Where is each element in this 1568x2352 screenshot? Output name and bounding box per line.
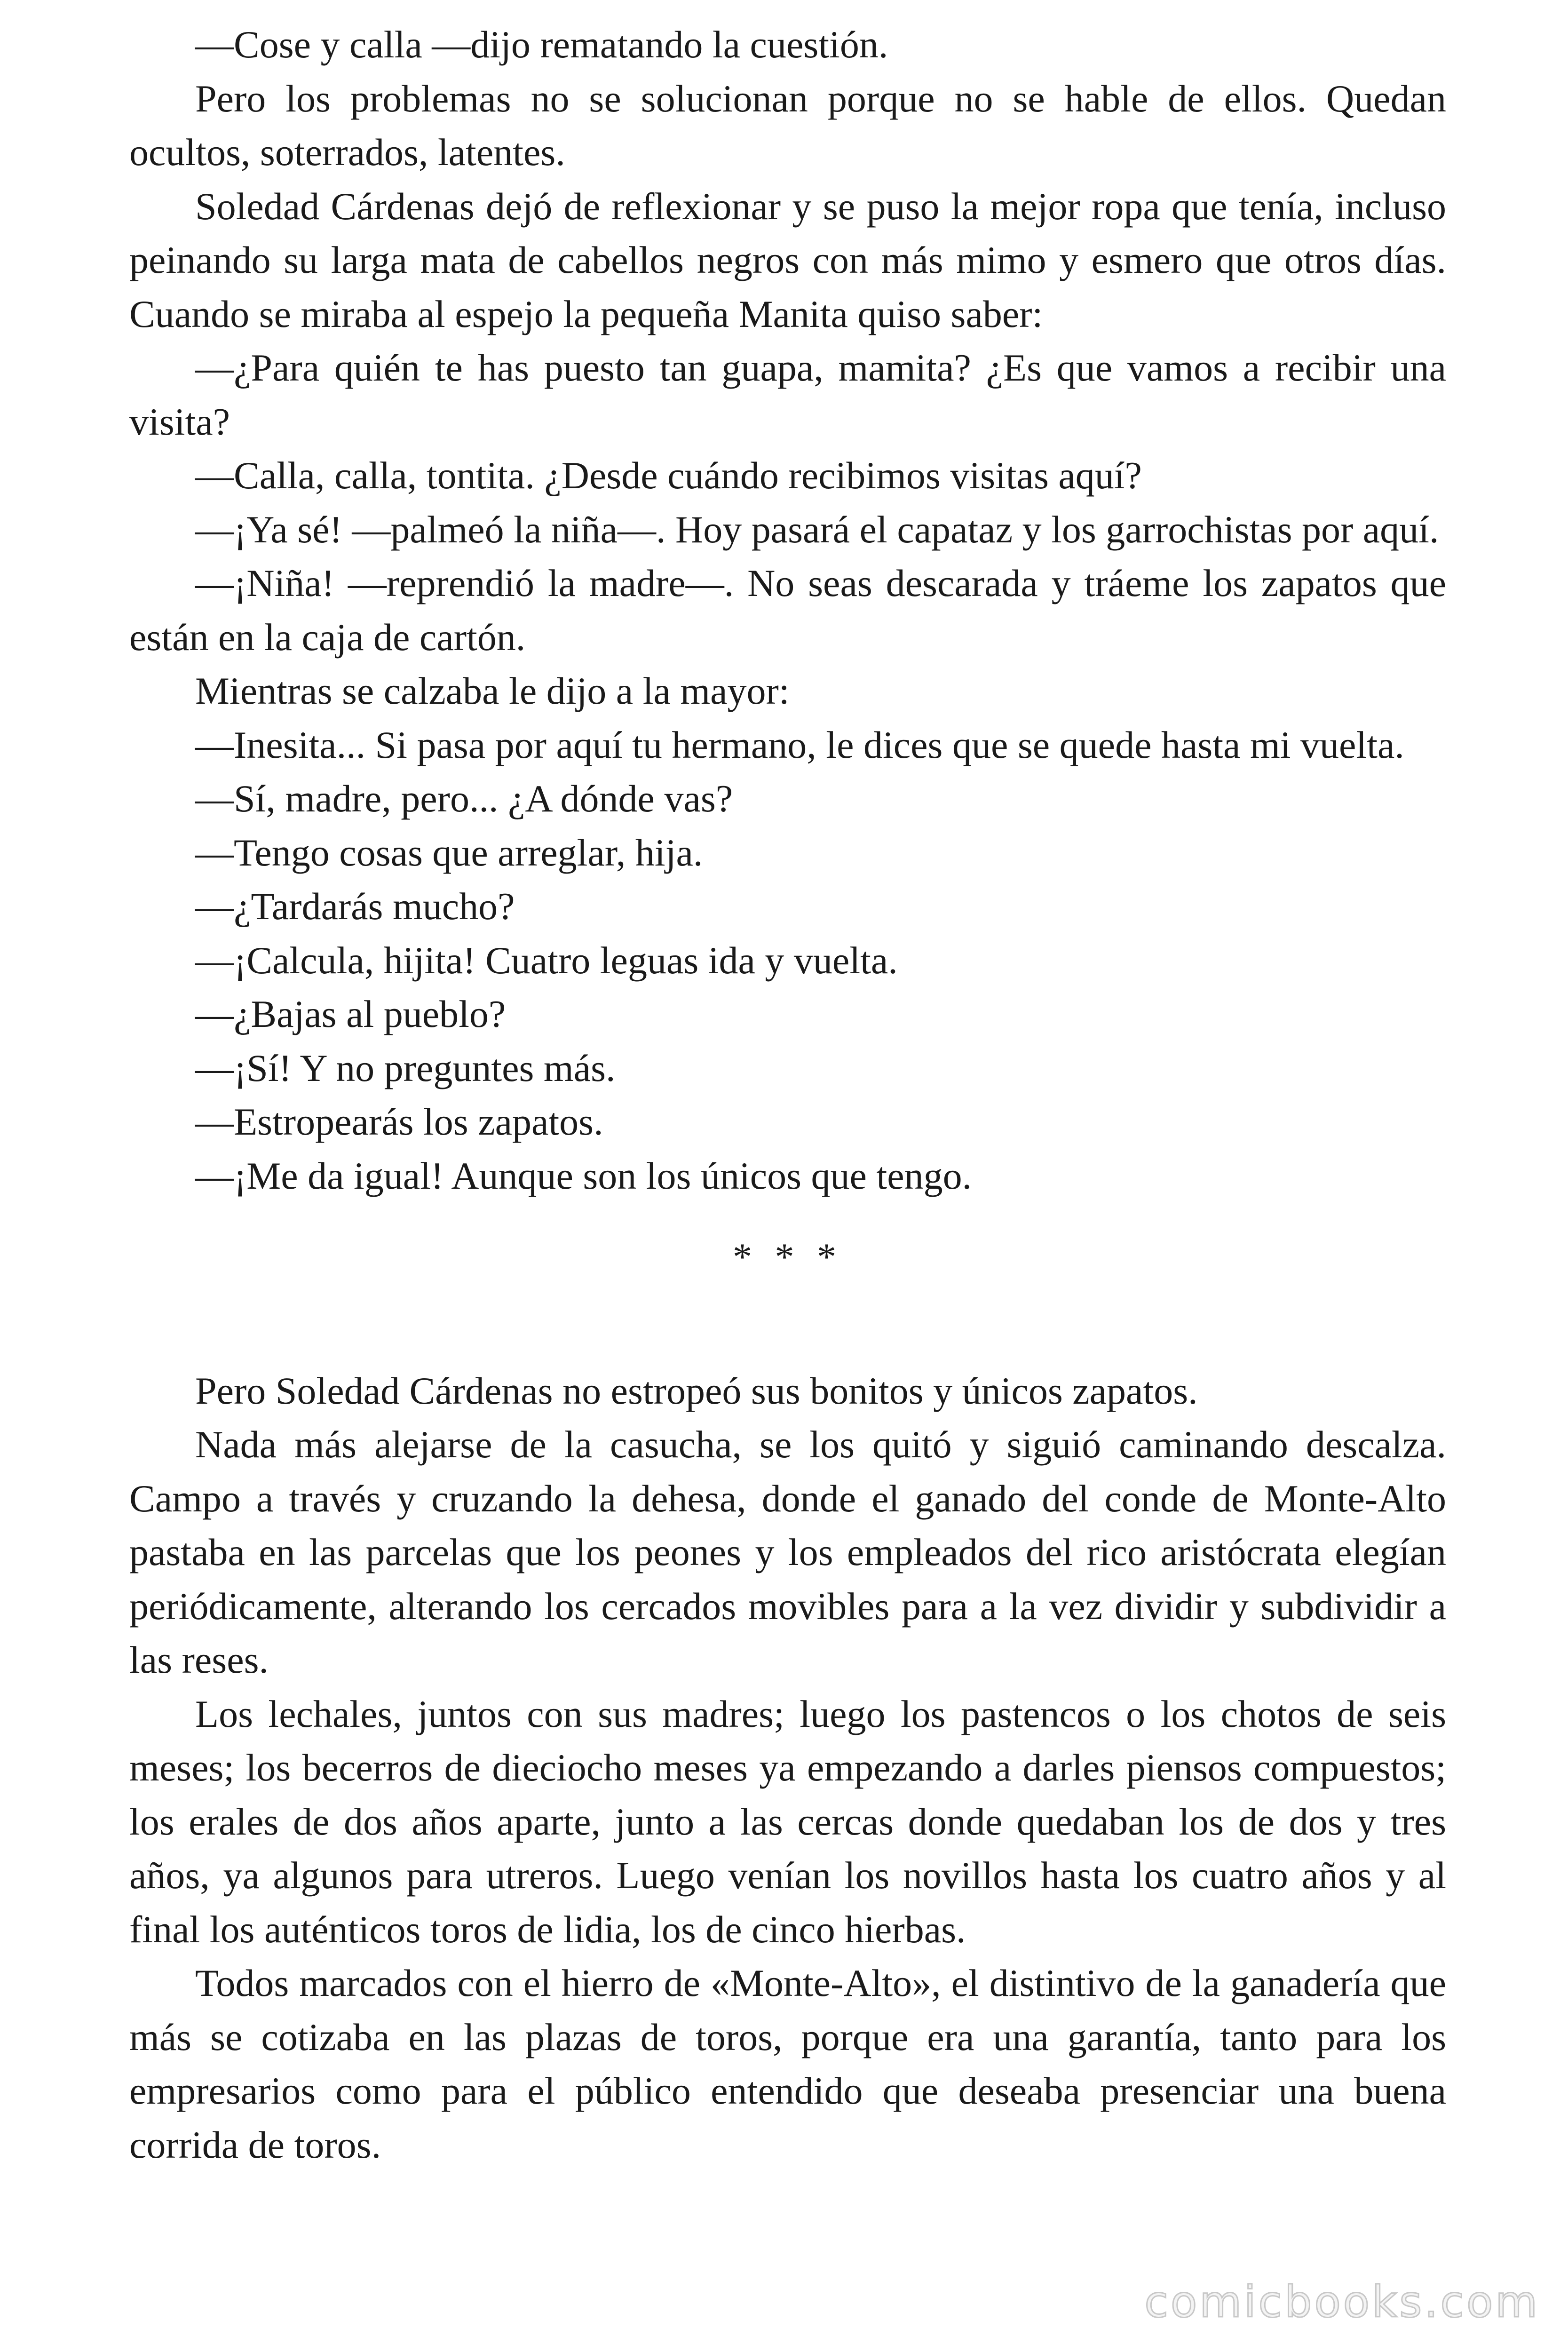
text-block-before-break (129, 18, 1446, 1203)
paragraph: —¿Tardarás mucho? (195, 885, 515, 928)
paragraph: —¡Niña! —reprendió la madre—. No seas descarada y tráeme los zapatos que están en la caja de cartón. (129, 562, 1446, 659)
paragraph: —Tengo cosas que arreglar, hija. (195, 831, 703, 874)
paragraph: Pero Soledad Cárdenas no estropeó sus bonitos y únicos zapatos. (195, 1369, 1198, 1412)
paragraph: —Estropearás los zapatos. (195, 1100, 603, 1143)
paragraph: —¿Para quién te has puesto tan guapa, mamita? ¿Es que vamos a recibir una visita? (129, 346, 1446, 443)
text-block-after-break (129, 1364, 1446, 2172)
book-page (129, 18, 1446, 2172)
watermark-text: comicbooks.com (1144, 2277, 1540, 2327)
paragraph: Los lechales, juntos con sus madres; luego los pastencos o los chotos de seis meses; los becerros de dieciocho meses ya empezando a darles piensos compuestos; los erales de dos años aparte, junto a las cercas donde quedaban los de dos y tres años, ya algunos para utreros. Luego venían los novillos hasta los cuatro años y al final los auténticos toros de lidia, los de cinco hierbas. (129, 1692, 1446, 1951)
paragraph: —¡Calcula, hijita! Cuatro leguas ida y vuelta. (195, 938, 898, 982)
paragraph: —¿Bajas al pueblo? (195, 993, 506, 1035)
scene-break: * * * (733, 1235, 843, 1278)
paragraph: —¡Me da igual! Aunque son los únicos que tengo. (195, 1154, 972, 1197)
paragraph: —Cose y calla —dijo rematando la cuestión. (195, 23, 888, 66)
paragraph: Soledad Cárdenas dejó de reflexionar y se puso la mejor ropa que tenía, incluso peinando su larga mata de cabellos negros con más mimo y esmero que otros días. Cuando se miraba al espejo la pequeña Manita quiso saber: (129, 184, 1446, 335)
paragraph: —Inesita... Si pasa por aquí tu hermano, le dices que se quede hasta mi vuelta. (195, 723, 1404, 766)
paragraph: —¡Ya sé! —palmeó la niña—. Hoy pasará el capataz y los garrochistas por aquí. (195, 508, 1439, 551)
paragraph: —Calla, calla, tontita. ¿Desde cuándo recibimos visitas aquí? (195, 454, 1142, 497)
paragraph: —Sí, madre, pero... ¿A dónde vas? (195, 777, 733, 820)
paragraph: Pero los problemas no se solucionan porque no se hable de ellos. Quedan ocultos, soterrados, latentes. (129, 77, 1446, 174)
paragraph: Todos marcados con el hierro de «Monte-Alto», el distintivo de la ganadería que más se cotizaba en las plazas de toros, porque era una garantía, tanto para los empresarios como para el público entendido que deseaba presenciar una buena corrida de toros. (129, 1962, 1446, 2166)
paragraph: Nada más alejarse de la casucha, se los quitó y siguió caminando descalza. Campo a través y cruzando la dehesa, donde el ganado del conde de Monte-Alto pastaba en las parcelas que los peones y los empleados del rico aristócrata elegían periódicamente, alterando los cercados movibles para a la vez dividir y subdividir a las reses. (129, 1423, 1446, 1681)
paragraph: —¡Sí! Y no preguntes más. (195, 1046, 616, 1089)
paragraph: Mientras se calzaba le dijo a la mayor: (195, 669, 790, 712)
